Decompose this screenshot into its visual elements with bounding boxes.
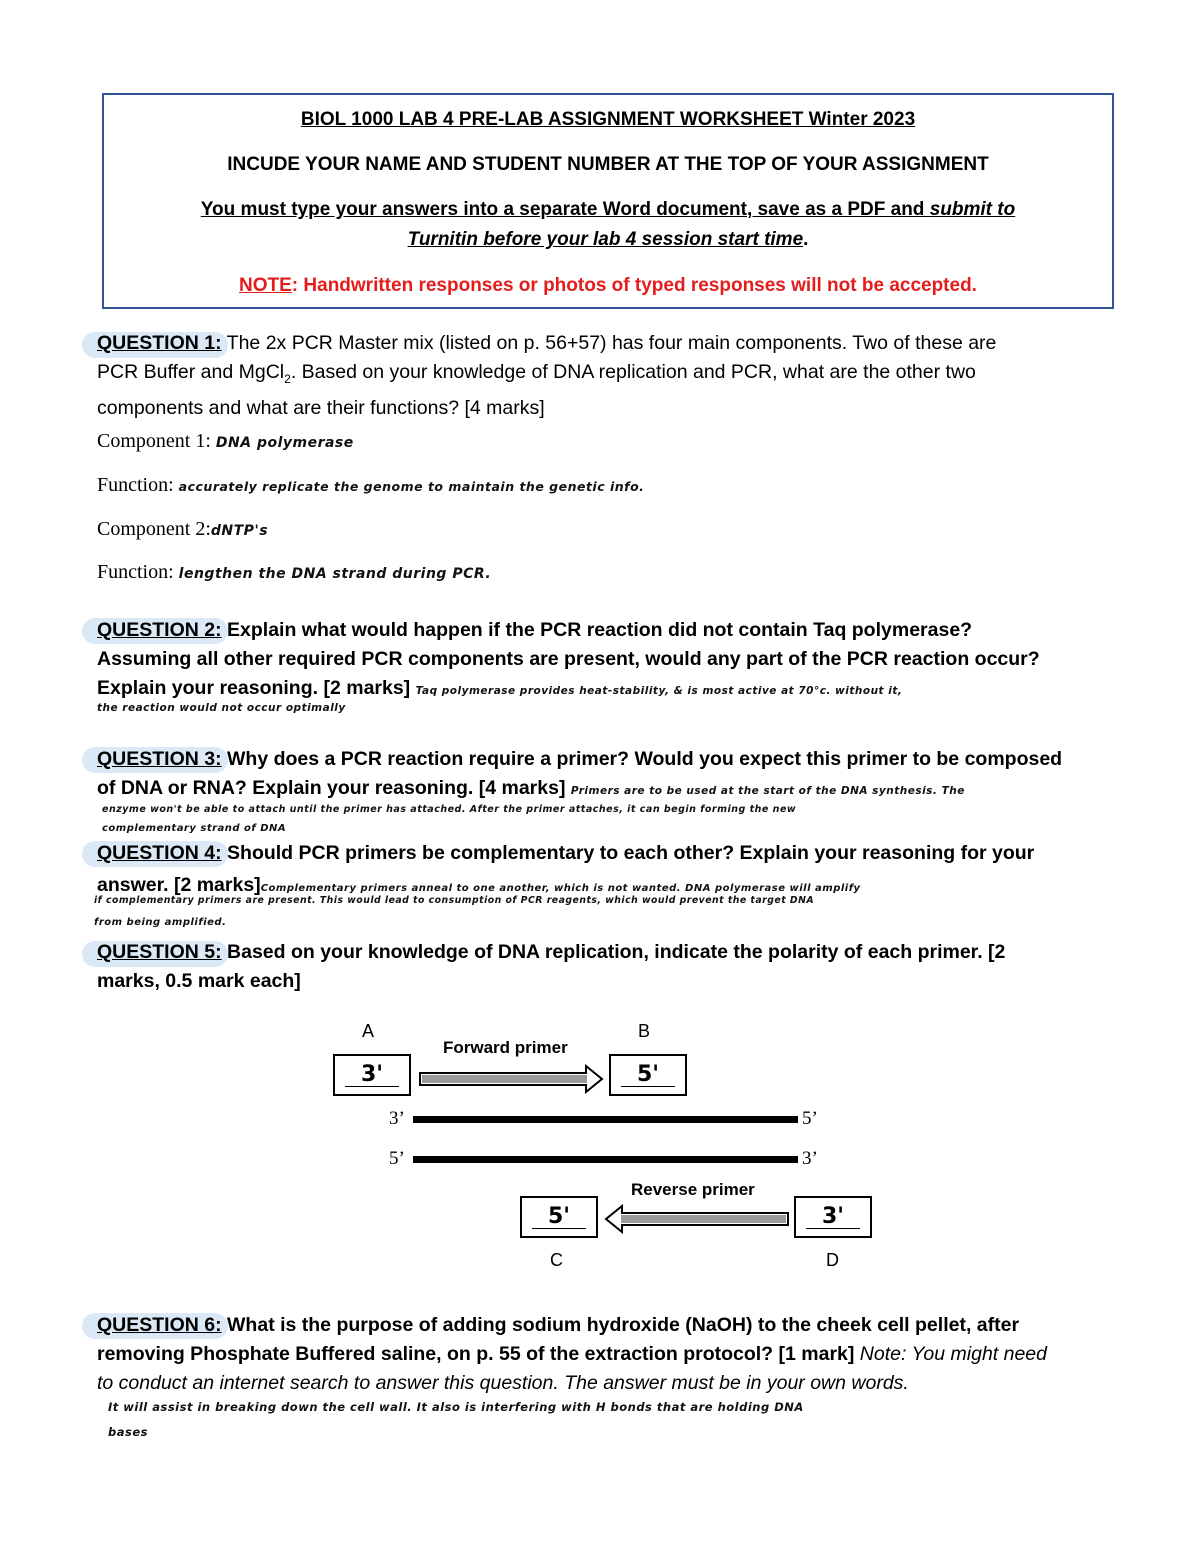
component2-answer: dNTP's (210, 523, 269, 539)
q3-answer-a: Primers are to be used at the start of the DNA synthesis. The (570, 785, 965, 797)
q6-line3: to conduct an internet search to answer this question. The answer must be in your own words. (97, 1372, 909, 1394)
q2-line1: Explain what would happen if the PCR reaction did not contain Taq polymerase? (221, 619, 973, 641)
top-strand-right-end: 5’ (802, 1108, 818, 1129)
answer-b-underline (621, 1086, 675, 1087)
q6-line2-note: Note: You might need (854, 1343, 1048, 1365)
q5-label: QUESTION 5: (97, 941, 222, 963)
bottom-strand-left-end: 5’ (389, 1148, 405, 1169)
q6-line1: What is the purpose of adding sodium hydroxide (NaOH) to the cheek cell pellet, after (221, 1314, 1020, 1336)
component1-label: Component 1: (97, 430, 211, 452)
question-6 (97, 1311, 1137, 1398)
reverse-arrow-icon (604, 1204, 790, 1234)
q6-answer-a: It will assist in breaking down the cell wall. It also is interfering with H bonds that are holding DNA (108, 1400, 804, 1414)
bottom-dna-strand (413, 1156, 798, 1163)
answer-a: 3' (360, 1062, 384, 1087)
answer-c-underline (532, 1228, 586, 1229)
answer-d-underline (806, 1228, 860, 1229)
q4-answer-b: if complementary primers are present. This would lead to consumption of PCR reagents, which would prevent the target DNA (94, 895, 815, 906)
q6-line2: removing Phosphate Buffered saline, on p. 55 of the extraction protocol? [1 mark] (97, 1343, 855, 1365)
forward-arrow-icon (418, 1064, 604, 1094)
q3-line1: Why does a PCR reaction require a primer? Would you expect this primer to be composed (221, 748, 1063, 770)
q4-line2: answer. [2 marks] (97, 874, 261, 896)
primer-box-b (609, 1054, 687, 1096)
q1-line2a: PCR Buffer and MgCl (97, 361, 285, 383)
answer-c: 5' (547, 1204, 571, 1229)
q1-line1: The 2x PCR Master mix (listed on p. 56+57) has four main components. Two of these are (221, 332, 997, 354)
answer-d: 3' (821, 1204, 845, 1229)
q1-label: QUESTION 1: (97, 332, 222, 354)
note-text: : Handwritten responses or photos of typed responses will not be accepted. (291, 275, 977, 296)
primer-box-c (520, 1196, 598, 1238)
top-dna-strand (413, 1116, 798, 1123)
q5-line2: marks, 0.5 mark each] (97, 970, 301, 992)
primer-box-a (333, 1054, 411, 1096)
function1-answer: accurately replicate the genome to maintain the genetic info. (178, 479, 645, 494)
q2-line2: Assuming all other required PCR components are present, would any part of the PCR reaction occur? (97, 648, 1040, 670)
instruction-turnitin: Turnitin before your lab 4 session start time (407, 229, 804, 250)
q2-line3: Explain your reasoning. [2 marks] (97, 677, 411, 699)
worksheet-title: BIOL 1000 LAB 4 PRE-LAB ASSIGNMENT WORKSHEET Winter 2023 (300, 109, 916, 130)
label-c: C (550, 1250, 563, 1270)
q2-label: QUESTION 2: (97, 619, 222, 641)
q6-answer-b: bases (108, 1425, 148, 1439)
label-d: D (826, 1250, 839, 1270)
q3-label: QUESTION 3: (97, 748, 222, 770)
component2-label: Component 2: (97, 518, 211, 540)
instruction-submit: submit to (929, 199, 1016, 220)
label-b: B (638, 1021, 651, 1041)
top-strand-left-end: 3’ (389, 1108, 405, 1129)
q3-answer-c: complementary strand of DNA (102, 823, 287, 834)
function1-label: Function: (97, 474, 174, 496)
instruction-period: . (803, 229, 809, 250)
q1-line2b: . Based on your knowledge of DNA replication and PCR, what are the other two (290, 361, 976, 383)
q4-answer-a: Complementary primers anneal to one another, which is not wanted. DNA polymerase will amplify (260, 883, 861, 894)
q1-line2-sub: 2 (284, 371, 291, 386)
q4-answer-c: from being amplified. (94, 917, 227, 928)
q3-line2: of DNA or RNA? Explain your reasoning. [4 marks] (97, 777, 566, 799)
q4-line1: Should PCR primers be complementary to each other? Explain your reasoning for your (221, 842, 1035, 864)
include-name-line: INCUDE YOUR NAME AND STUDENT NUMBER AT THE TOP OF YOUR ASSIGNMENT (227, 154, 989, 175)
forward-primer-label: Forward primer (443, 1038, 568, 1057)
q4-label: QUESTION 4: (97, 842, 222, 864)
bottom-strand-right-end: 3’ (802, 1148, 818, 1169)
q6-label: QUESTION 6: (97, 1314, 222, 1336)
component1-answer: DNA polymerase (215, 435, 354, 451)
answer-a-underline (345, 1086, 399, 1087)
answer-b: 5' (636, 1062, 660, 1087)
reverse-primer-label: Reverse primer (631, 1180, 755, 1199)
primer-box-d (794, 1196, 872, 1238)
q5-line1: Based on your knowledge of DNA replication, indicate the polarity of each primer. [2 (221, 941, 1006, 963)
q2-answer-a: Taq polymerase provides heat-stability, & is most active at 70°c. without it, (415, 685, 903, 697)
instruction-text: You must type your answers into a separate Word document, save as a PDF and (200, 199, 930, 220)
function2-label: Function: (97, 561, 174, 583)
function2-answer: lengthen the DNA strand during PCR. (178, 566, 492, 582)
q2-answer-b: the reaction would not occur optimally (97, 702, 346, 714)
note-label: NOTE (239, 275, 292, 296)
label-a: A (362, 1021, 375, 1041)
q3-answer-b: enzyme won't be able to attach until the primer has attached. After the primer attaches, it can begin forming the new (102, 804, 797, 815)
q1-line3: components and what are their functions? [4 marks] (97, 396, 545, 419)
